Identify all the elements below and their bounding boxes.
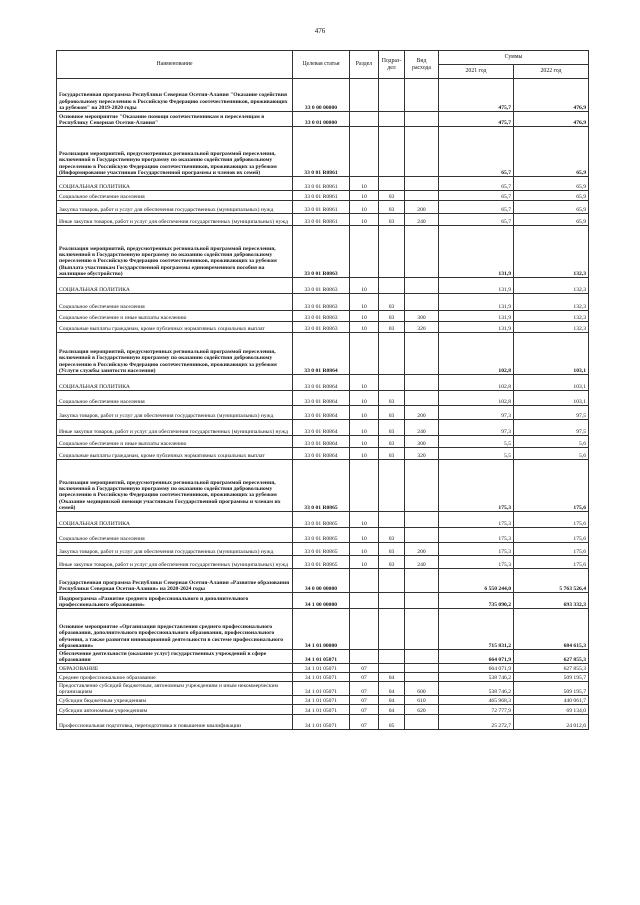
table-row — [57, 127, 589, 177]
row-expense-type: 320 — [405, 448, 439, 460]
row-target: 33 0 01 R0865 — [293, 528, 350, 543]
row-subsection: 03 — [379, 448, 405, 460]
row-sum-2021: 715 831,2 — [439, 609, 514, 650]
row-expense-type: 320 — [405, 322, 439, 333]
row-sum-2022: 132,3 — [514, 294, 589, 311]
row-section — [350, 333, 379, 375]
row-sum-2022: 5,6 — [514, 448, 589, 460]
row-target: 33 0 01 R0864 — [293, 391, 350, 406]
header-year-2022: 2022 год — [514, 65, 589, 79]
row-expense-type: 200 — [405, 201, 439, 214]
row-target: 33 0 01 R0861 — [293, 127, 350, 177]
table-row — [57, 201, 589, 214]
row-subsection: 03 — [379, 528, 405, 543]
row-sum-2022: 65,9 — [514, 214, 589, 226]
row-section: 07 — [350, 664, 379, 673]
row-sum-2022: 132,3 — [514, 311, 589, 322]
row-subsection: 03 — [379, 201, 405, 214]
header-subsection: Подраз- дел — [379, 51, 405, 79]
header-target: Целевая статья — [293, 51, 350, 79]
row-target: 33 0 01 R0864 — [293, 333, 350, 375]
row-target: 33 0 01 R0863 — [293, 311, 350, 322]
header-section: Раздел — [350, 51, 379, 79]
row-section — [350, 650, 379, 664]
row-name: Социальные выплаты гражданам, кроме публичных нормативных социальных выплат — [57, 448, 293, 460]
row-target: 33 0 01 00000 — [293, 112, 350, 127]
row-subsection: 04 — [379, 673, 405, 682]
row-expense-type — [405, 528, 439, 543]
row-sum-2022: 175,6 — [514, 460, 589, 512]
row-sum-2021: 175,3 — [439, 556, 514, 569]
row-sum-2021: 131,9 — [439, 278, 514, 294]
row-subsection: 04 — [379, 705, 405, 715]
row-subsection — [379, 226, 405, 278]
table-row — [57, 682, 589, 696]
row-expense-type: 240 — [405, 420, 439, 436]
row-sum-2021: 97,3 — [439, 406, 514, 420]
row-sum-2021: 5,5 — [439, 448, 514, 460]
row-subsection: 03 — [379, 436, 405, 448]
row-section: 10 — [350, 191, 379, 201]
row-section: 07 — [350, 715, 379, 730]
row-sum-2021: 131,9 — [439, 322, 514, 333]
row-sum-2022: 693 332,3 — [514, 593, 589, 609]
row-section — [350, 593, 379, 609]
row-sum-2021: 97,3 — [439, 420, 514, 436]
row-name: СОЦИАЛЬНАЯ ПОЛИТИКА — [57, 375, 293, 391]
row-sum-2022: 24 012,6 — [514, 715, 589, 730]
table-row — [57, 696, 589, 705]
table-row — [57, 177, 589, 191]
row-name: Социальное обеспечение населения — [57, 391, 293, 406]
table-row — [57, 705, 589, 715]
row-section: 10 — [350, 278, 379, 294]
row-section: 07 — [350, 682, 379, 696]
table-row — [57, 528, 589, 543]
row-name: Социальное обеспечение населения — [57, 191, 293, 201]
table-row — [57, 556, 589, 569]
row-sum-2021: 102,8 — [439, 333, 514, 375]
row-sum-2021: 102,8 — [439, 391, 514, 406]
row-expense-type — [405, 569, 439, 593]
row-name: СОЦИАЛЬНАЯ ПОЛИТИКА — [57, 512, 293, 528]
row-section: 07 — [350, 696, 379, 705]
table-row — [57, 420, 589, 436]
row-target: 33 0 01 R0864 — [293, 448, 350, 460]
budget-table — [56, 50, 589, 730]
row-subsection: 04 — [379, 696, 405, 705]
row-subsection: 03 — [379, 420, 405, 436]
row-name: Основное мероприятие "Оказание помощи соотечественникам и переселенцам в Республику Северная Осетия-Алания" — [57, 112, 293, 127]
row-sum-2021: 25 272,7 — [439, 715, 514, 730]
row-section: 10 — [350, 406, 379, 420]
row-section — [350, 609, 379, 650]
row-target: 33 0 01 R0864 — [293, 406, 350, 420]
row-subsection — [379, 650, 405, 664]
row-target: 33 0 01 R0863 — [293, 226, 350, 278]
row-target: 33 0 01 R0865 — [293, 460, 350, 512]
table-row — [57, 226, 589, 278]
row-target: 34 1 01 05071 — [293, 682, 350, 696]
row-sum-2022: 103,1 — [514, 375, 589, 391]
table-row — [57, 391, 589, 406]
row-section — [350, 460, 379, 512]
table-row — [57, 609, 589, 650]
row-target: 34 1 01 05071 — [293, 650, 350, 664]
row-sum-2021: 65,7 — [439, 127, 514, 177]
row-sum-2021: 72 777,9 — [439, 705, 514, 715]
row-expense-type — [405, 650, 439, 664]
row-expense-type — [405, 191, 439, 201]
row-expense-type — [405, 673, 439, 682]
row-sum-2022: 5,6 — [514, 436, 589, 448]
row-subsection — [379, 375, 405, 391]
row-name: Субсидии автономным учреждениям — [57, 705, 293, 715]
row-section: 10 — [350, 556, 379, 569]
row-subsection: 04 — [379, 682, 405, 696]
row-expense-type — [405, 79, 439, 112]
row-subsection: 03 — [379, 294, 405, 311]
row-target: 33 0 01 R0861 — [293, 214, 350, 226]
row-section: 10 — [350, 177, 379, 191]
row-sum-2022: 684 615,3 — [514, 609, 589, 650]
row-expense-type — [405, 375, 439, 391]
table-row — [57, 406, 589, 420]
row-name: Социальное обеспечение населения — [57, 294, 293, 311]
row-target: 33 0 01 R0865 — [293, 556, 350, 569]
row-name: Реализация мероприятий, предусмотренных региональной программой переселения, включенной в Государственную программу по оказанию содействия добровольному переселению в Российскую Федерацию соотечественников, проживающих за рубежом (Выплата участникам Государственной программы единовременного пособия на жилищное обустройство) — [57, 226, 293, 278]
row-sum-2022: 132,3 — [514, 278, 589, 294]
row-sum-2022: 627 855,3 — [514, 664, 589, 673]
row-sum-2022: 65,9 — [514, 191, 589, 201]
row-expense-type — [405, 177, 439, 191]
row-expense-type: 200 — [405, 406, 439, 420]
row-section — [350, 226, 379, 278]
row-sum-2021: 102,8 — [439, 375, 514, 391]
row-sum-2022: 132,3 — [514, 322, 589, 333]
row-subsection — [379, 79, 405, 112]
row-name: СОЦИАЛЬНАЯ ПОЛИТИКА — [57, 278, 293, 294]
row-expense-type — [405, 391, 439, 406]
table-row — [57, 375, 589, 391]
row-section — [350, 127, 379, 177]
row-sum-2021: 735 090,2 — [439, 593, 514, 609]
row-expense-type — [405, 664, 439, 673]
row-subsection — [379, 127, 405, 177]
row-sum-2021: 175,3 — [439, 460, 514, 512]
row-subsection: 03 — [379, 406, 405, 420]
row-subsection: 03 — [379, 214, 405, 226]
row-expense-type — [405, 112, 439, 127]
row-name: Обеспечение деятельности (оказание услуг) государственных учреждений в сфере образования — [57, 650, 293, 664]
row-section: 10 — [350, 201, 379, 214]
row-subsection — [379, 664, 405, 673]
row-name: Социальные выплаты гражданам, кроме публичных нормативных социальных выплат — [57, 322, 293, 333]
table-row — [57, 512, 589, 528]
table-row — [57, 673, 589, 682]
row-name: Иные закупки товаров, работ и услуг для обеспечения государственных (муниципальных) нужд — [57, 556, 293, 569]
row-sum-2021: 475,7 — [439, 79, 514, 112]
row-name: Основное мероприятие «Организация предоставления среднего профессионального образования, дополнительного профессионального образования, профессионального обучения, а также развития инновационной деятельности в системе профессионального образования» — [57, 609, 293, 650]
row-name: Реализация мероприятий, предусмотренных региональной программой переселения, включенной в Государственную программу по оказанию содействия добровольному переселению в Российскую Федерацию соотечественников, проживающих за рубежом (Услуги службы занятости населения) — [57, 333, 293, 375]
row-sum-2021: 475,7 — [439, 112, 514, 127]
row-subsection: 03 — [379, 191, 405, 201]
row-sum-2021: 538 746,2 — [439, 682, 514, 696]
row-target: 34 0 00 00000 — [293, 569, 350, 593]
table-row — [57, 191, 589, 201]
row-sum-2021: 65,7 — [439, 191, 514, 201]
row-subsection — [379, 569, 405, 593]
row-section: 10 — [350, 322, 379, 333]
table-row — [57, 112, 589, 127]
row-sum-2021: 538 746,2 — [439, 673, 514, 682]
row-name: Иные закупки товаров, работ и услуг для обеспечения государственных (муниципальных) нужд — [57, 420, 293, 436]
row-expense-type — [405, 294, 439, 311]
row-name: Государственная программа Республики Северная Осетия-Алания "Оказание содействия добровольному переселению в Российскую Федерацию соотечественников, проживающих за рубежом" на 2019-2020 годы — [57, 79, 293, 112]
row-sum-2021: 131,9 — [439, 226, 514, 278]
row-section: 10 — [350, 528, 379, 543]
row-name: Иные закупки товаров, работ и услуг для обеспечения государственных (муниципальных) нужд — [57, 214, 293, 226]
row-expense-type — [405, 609, 439, 650]
row-expense-type — [405, 593, 439, 609]
row-section: 10 — [350, 448, 379, 460]
row-expense-type: 240 — [405, 556, 439, 569]
row-name: Среднее профессиональное образование — [57, 673, 293, 682]
row-subsection — [379, 512, 405, 528]
row-sum-2022: 69 134,0 — [514, 705, 589, 715]
row-target: 33 0 01 R0865 — [293, 543, 350, 556]
table-row — [57, 715, 589, 730]
table-row — [57, 543, 589, 556]
row-target: 34 1 01 05071 — [293, 715, 350, 730]
row-name: Закупка товаров, работ и услуг для обеспечения государственных (муниципальных) нужд — [57, 201, 293, 214]
row-sum-2022: 175,6 — [514, 512, 589, 528]
row-sum-2021: 175,3 — [439, 528, 514, 543]
row-name: Реализация мероприятий, предусмотренных региональной программой переселения, включенной в Государственную программу по оказанию содействия добровольному переселению в Российскую Федерацию соотечественников, проживающих за рубежом (Оказание медицинской помощи участникам Государственной программы и членам их семей) — [57, 460, 293, 512]
row-target: 33 0 01 R0865 — [293, 512, 350, 528]
row-subsection: 03 — [379, 391, 405, 406]
row-subsection — [379, 593, 405, 609]
row-subsection: 05 — [379, 715, 405, 730]
table-row — [57, 460, 589, 512]
row-sum-2022: 175,6 — [514, 556, 589, 569]
row-section: 10 — [350, 391, 379, 406]
row-subsection — [379, 112, 405, 127]
row-sum-2022: 65,9 — [514, 127, 589, 177]
row-name: Реализация мероприятий, предусмотренных региональной программой переселения, включенной в Государственную программу по оказанию содействия добровольному переселению в Российскую Федерацию соотечественников, проживающих за рубежом (Информирование участников Государственной программы и членов их семей) — [57, 127, 293, 177]
row-target: 34 1 01 05071 — [293, 696, 350, 705]
row-expense-type: 240 — [405, 214, 439, 226]
row-name: Социальное обеспечение населения — [57, 528, 293, 543]
row-name: Профессиональная подготовка, переподготовка и повышение квалификации — [57, 715, 293, 730]
row-name: Предоставление субсидий бюджетным, автономным учреждениям и иным некоммерческим организациям — [57, 682, 293, 696]
row-expense-type: 600 — [405, 682, 439, 696]
row-expense-type — [405, 460, 439, 512]
row-sum-2022: 627 855,3 — [514, 650, 589, 664]
row-name: Субсидии бюджетным учреждениям — [57, 696, 293, 705]
table-row — [57, 569, 589, 593]
row-section: 07 — [350, 705, 379, 715]
row-sum-2021: 131,9 — [439, 311, 514, 322]
row-subsection: 03 — [379, 311, 405, 322]
row-sum-2021: 65,7 — [439, 201, 514, 214]
row-subsection — [379, 278, 405, 294]
row-sum-2022: 97,5 — [514, 406, 589, 420]
row-expense-type — [405, 512, 439, 528]
row-subsection: 03 — [379, 556, 405, 569]
table-row — [57, 650, 589, 664]
row-subsection: 03 — [379, 322, 405, 333]
row-sum-2021: 65,7 — [439, 214, 514, 226]
row-sum-2021: 65,7 — [439, 177, 514, 191]
table-body — [57, 79, 589, 730]
row-section: 07 — [350, 673, 379, 682]
row-expense-type — [405, 278, 439, 294]
row-target: 34 1 01 00000 — [293, 609, 350, 650]
table-row — [57, 79, 589, 112]
row-sum-2022: 132,3 — [514, 226, 589, 278]
row-section: 10 — [350, 375, 379, 391]
row-name: Закупка товаров, работ и услуг для обеспечения государственных (муниципальных) нужд — [57, 543, 293, 556]
row-sum-2022: 440 061,7 — [514, 696, 589, 705]
row-target: 34 1 01 05071 — [293, 664, 350, 673]
row-expense-type — [405, 127, 439, 177]
row-sum-2021: 664 071,9 — [439, 650, 514, 664]
row-section: 10 — [350, 420, 379, 436]
row-target: 33 0 01 R0861 — [293, 191, 350, 201]
row-section: 10 — [350, 512, 379, 528]
row-name: Государственная программа Республики Северная Осетия-Алания «Развитие образования Республики Северная Осетия-Алания» на 2020-2024 годы — [57, 569, 293, 593]
table-row — [57, 448, 589, 460]
row-sum-2022: 103,1 — [514, 333, 589, 375]
row-target: 33 0 00 00000 — [293, 79, 350, 112]
header-year-2021: 2021 год — [439, 65, 514, 79]
row-section: 10 — [350, 311, 379, 322]
row-section: 10 — [350, 214, 379, 226]
table-row — [57, 593, 589, 609]
table-row — [57, 322, 589, 333]
row-target: 34 1 01 05071 — [293, 673, 350, 682]
row-sum-2022: 476,9 — [514, 112, 589, 127]
row-sum-2022: 476,9 — [514, 79, 589, 112]
row-target: 33 0 01 R0863 — [293, 294, 350, 311]
row-subsection — [379, 177, 405, 191]
table-row — [57, 333, 589, 375]
row-sum-2022: 175,6 — [514, 543, 589, 556]
row-name: Закупка товаров, работ и услуг для обеспечения государственных (муниципальных) нужд — [57, 406, 293, 420]
row-section: 10 — [350, 436, 379, 448]
row-expense-type — [405, 715, 439, 730]
row-sum-2022: 5 763 526,4 — [514, 569, 589, 593]
row-sum-2022: 509 195,7 — [514, 673, 589, 682]
row-sum-2021: 465 968,3 — [439, 696, 514, 705]
row-expense-type — [405, 333, 439, 375]
row-target: 33 0 01 R0861 — [293, 201, 350, 214]
table-row — [57, 311, 589, 322]
row-expense-type: 300 — [405, 436, 439, 448]
row-name: ОБРАЗОВАНИЕ — [57, 664, 293, 673]
row-expense-type: 300 — [405, 311, 439, 322]
table-row — [57, 278, 589, 294]
row-expense-type: 620 — [405, 705, 439, 715]
row-sum-2021: 175,3 — [439, 543, 514, 556]
row-target: 33 0 01 R0864 — [293, 436, 350, 448]
row-sum-2022: 175,6 — [514, 528, 589, 543]
row-subsection — [379, 333, 405, 375]
row-name: Подпрограмма «Развитие среднего профессионального и дополнительного профессионального образования» — [57, 593, 293, 609]
header-sums: Суммы — [439, 51, 589, 65]
row-sum-2021: 175,3 — [439, 512, 514, 528]
row-target: 33 0 01 R0861 — [293, 177, 350, 191]
row-expense-type: 200 — [405, 543, 439, 556]
page-number: 476 — [314, 27, 326, 35]
row-target: 33 0 01 R0863 — [293, 322, 350, 333]
row-sum-2022: 65,9 — [514, 177, 589, 191]
row-sum-2021: 5,5 — [439, 436, 514, 448]
table-row — [57, 214, 589, 226]
row-name: Социальное обеспечение и иные выплаты населению — [57, 436, 293, 448]
row-section — [350, 79, 379, 112]
row-section: 10 — [350, 543, 379, 556]
row-expense-type: 610 — [405, 696, 439, 705]
row-expense-type — [405, 226, 439, 278]
row-section — [350, 112, 379, 127]
row-target: 33 0 01 R0864 — [293, 420, 350, 436]
row-section — [350, 569, 379, 593]
table-row — [57, 294, 589, 311]
row-sum-2022: 97,5 — [514, 420, 589, 436]
row-target: 33 0 01 R0864 — [293, 375, 350, 391]
row-target: 34 1 00 00000 — [293, 593, 350, 609]
table-row — [57, 436, 589, 448]
row-sum-2021: 664 071,9 — [439, 664, 514, 673]
table-row — [57, 664, 589, 673]
row-subsection: 03 — [379, 543, 405, 556]
row-sum-2022: 103,1 — [514, 391, 589, 406]
row-sum-2021: 131,9 — [439, 294, 514, 311]
row-sum-2021: 6 550 244,0 — [439, 569, 514, 593]
table-header — [57, 51, 589, 79]
row-sum-2022: 65,9 — [514, 201, 589, 214]
row-name: СОЦИАЛЬНАЯ ПОЛИТИКА — [57, 177, 293, 191]
row-subsection — [379, 609, 405, 650]
row-section: 10 — [350, 294, 379, 311]
row-subsection — [379, 460, 405, 512]
row-name: Социальное обеспечение и иные выплаты населению — [57, 311, 293, 322]
row-target: 34 1 01 05071 — [293, 705, 350, 715]
header-expense-type: Вид расхода — [405, 51, 439, 79]
row-target: 33 0 01 R0863 — [293, 278, 350, 294]
row-sum-2022: 509 195,7 — [514, 682, 589, 696]
header-name: Наименование — [57, 51, 293, 79]
